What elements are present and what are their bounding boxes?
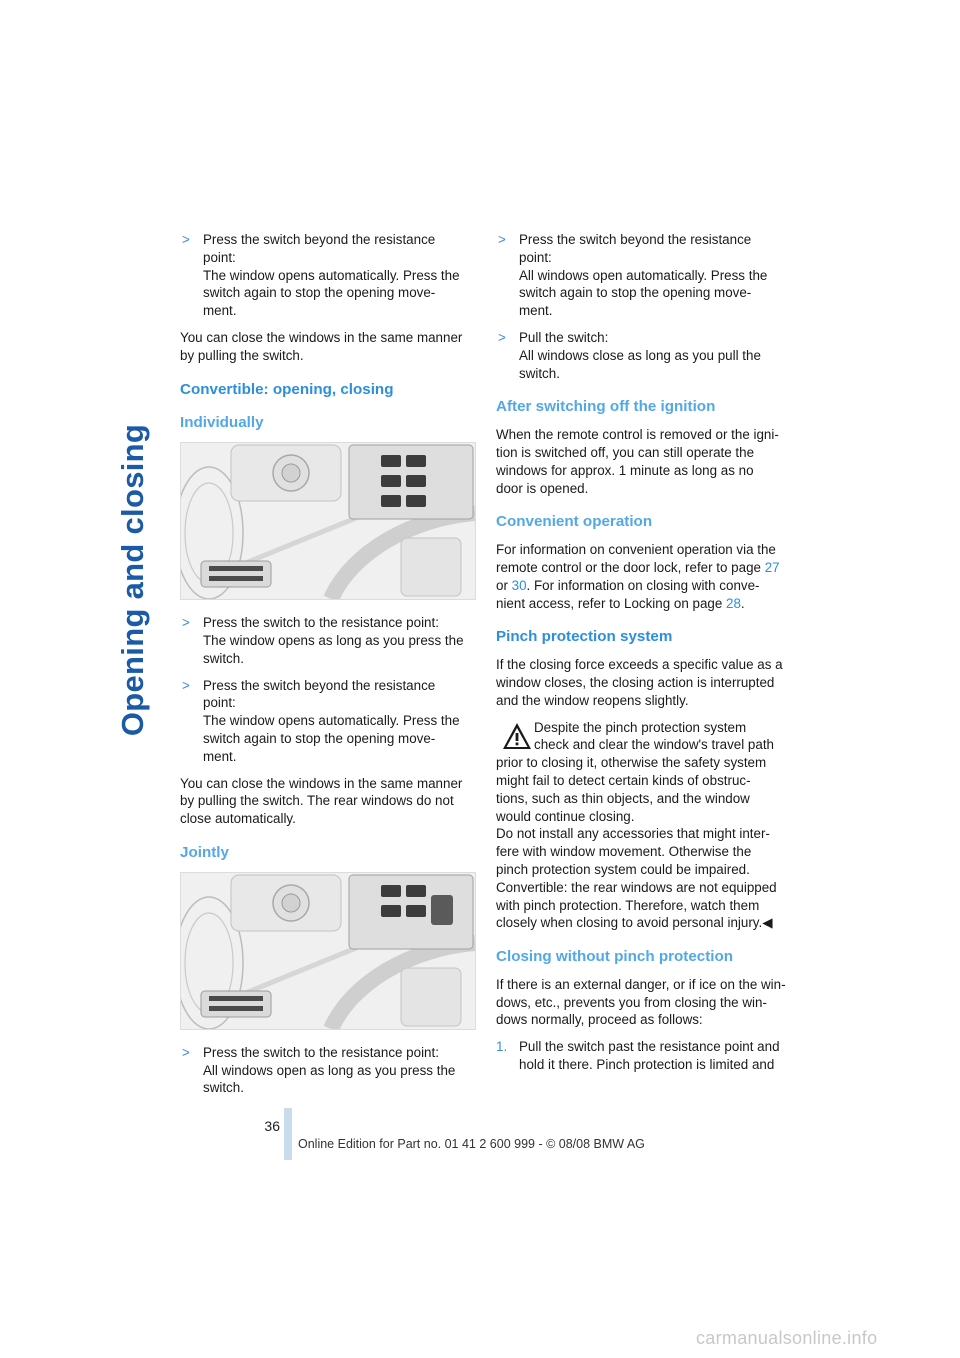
subheading-jointly: Jointly (180, 843, 229, 861)
warning-block: Despite the pinch protection system check and clear the window's travel path prior to closing it, otherwise the safety system might fail to detect certain kinds of obstruc- tions, such as thin objects, and the window would continue closing. Do not install any accessories that might inter- fere with window movement. Otherwise the pinch protection system could be impaired. Convertible: the rear windows are not equipped with pinch protection. Therefore, watch them closely when closing to avoid personal injury.◀ (496, 719, 777, 931)
page-number: 36 (264, 1118, 280, 1134)
left-column (180, 231, 476, 1106)
subheading-without-pinch-protection: Closing without pinch protection (496, 948, 734, 966)
subheading-convenient-operation: Convenient operation (496, 513, 653, 531)
watermark: carmanualsonline.info (696, 1328, 878, 1348)
bullet-marker: > (182, 232, 190, 247)
page-link-30[interactable]: 30 (511, 577, 527, 593)
bullet-item: > Press the switch beyond the resistance point: The window opens automatically. Press the switch again to stop the opening move- ment. (182, 677, 460, 764)
paragraph: You can close the windows in the same manner by pulling the switch. The rear windows do not close automatically. (180, 775, 463, 827)
paragraph: If the closing force exceeds a specific value as a window closes, the closing action is interrupted and the window reopens slightly. (496, 657, 783, 708)
section-heading-pinch-protection: Pinch protection system (496, 628, 673, 646)
bullet-item: > Press the switch beyond the resistance point: The window opens automatically. Press the switch again to stop the opening move- ment. (182, 232, 460, 319)
subheading-individually: Individually (180, 414, 264, 432)
bullet-marker: > (498, 329, 506, 345)
illustration-individual-switch (180, 442, 476, 600)
bullet-marker: > (498, 232, 506, 247)
chapter-title-text: Opening and closing (115, 423, 151, 737)
bullet-marker: > (182, 677, 190, 693)
bullet-item: > Press the switch to the resistance point: All windows open as long as you press the switch. (182, 1044, 456, 1096)
warning-triangle-icon (502, 722, 532, 750)
end-marker-icon: ◀ (762, 915, 773, 931)
edition-note: Online Edition for Part no. 01 41 2 600 999 - © 08/08 BMW AG (298, 1137, 645, 1151)
subheading-ignition: After switching off the ignition (496, 398, 716, 416)
bullet-marker: > (182, 615, 190, 631)
bullet-item: > Pull the switch: All windows close as long as you pull the switch. (498, 329, 761, 381)
bullet-item: > Press the switch beyond the resistance point: All windows open automatically. Press the switch again to stop the opening move- ment. (498, 232, 768, 319)
chapter-title (106, 230, 160, 930)
section-heading-convertible: Convertible: opening, closing (180, 380, 394, 398)
bullet-marker: > (182, 1044, 190, 1060)
page-link-27[interactable]: 27 (764, 559, 780, 575)
right-column (496, 231, 792, 1083)
paragraph: When the remote control is removed or the igni- tion is switched off, you can still operate the windows for approx. 1 minute as long as no door is opened. (496, 427, 779, 496)
page-link-28[interactable]: 28 (726, 595, 741, 611)
step-number: 1. (496, 1039, 508, 1055)
numbered-step: 1. Pull the switch past the resistance point and hold it there. Pinch protection is limited and (496, 1039, 780, 1073)
bullet-item: > Press the switch to the resistance point: The window opens as long as you press the switch. (182, 615, 464, 666)
footer-accent-bar (284, 1108, 292, 1160)
paragraph: You can close the windows in the same manner by pulling the switch. (180, 329, 463, 363)
paragraph: If there is an external danger, or if ice on the win- dows, etc., prevents you from closing the win- dows normally, proceed as follows: (496, 976, 786, 1028)
illustration-joint-switch (180, 872, 476, 1030)
paragraph: For information on convenient operation via the remote control or the door lock, refer to page 27 or 30. For information on closing with conve- nient access, refer to Locking on page 28. (496, 542, 780, 611)
